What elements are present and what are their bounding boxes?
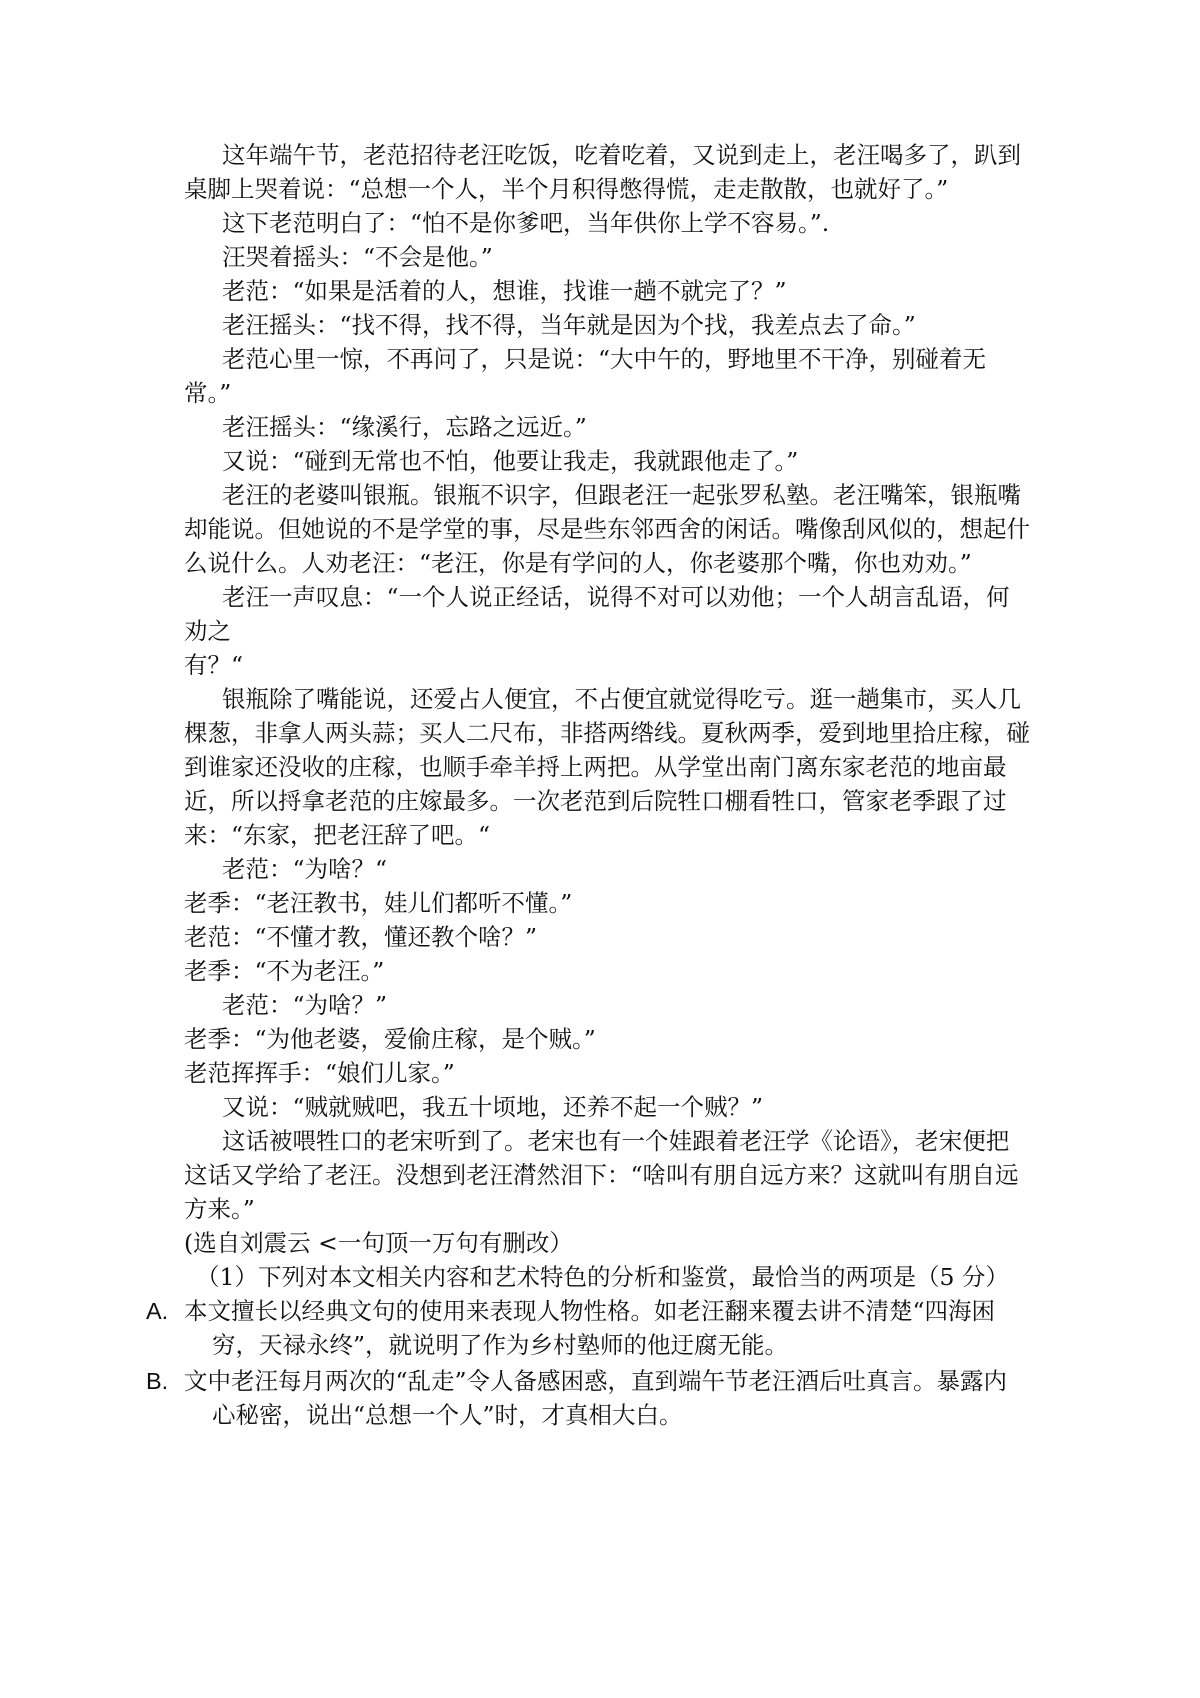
passage-line: 老范：“为啥？” [222, 991, 388, 1019]
passage-line: 劝之 [184, 617, 231, 645]
source-citation: (选自刘震云 <一句顶一万句有删改） [184, 1229, 573, 1257]
passage-line: 棵葱，非拿人两头蒜；买人二尺布，非搭两绺线。夏秋两季，爱到地里拾庄稼，碰 [184, 719, 1030, 747]
option-a-text: 本文擅长以经典文句的使用来表现人物性格。如老汪翻来覆去讲不清楚“四海困 [184, 1297, 996, 1325]
option-a-text: 穷，天禄永终”，就说明了作为乡村塾师的他迂腐无能。 [212, 1331, 789, 1359]
passage-line: 老季：“老汪教书，娃儿们都听不懂。” [184, 889, 573, 917]
passage-line: 这下老范明白了：“怕不是你爹吧，当年供你上学不容易。”. [222, 209, 830, 237]
option-b-text: 心秘密，说出“总想一个人”时，才真相大白。 [212, 1401, 683, 1429]
passage-line: 老范：“为啥？“ [222, 855, 388, 883]
passage-line: 老范：“不懂才教，懂还教个啥？” [184, 923, 538, 951]
passage-line: 老季：“为他老婆，爱偷庄稼，是个贼。” [184, 1025, 596, 1053]
passage-line: 么说什么。人劝老汪：“老汪，你是有学问的人，你老婆那个嘴，你也劝劝。” [184, 549, 972, 577]
passage-line: 到谁家还没收的庄稼，也顺手牵羊捋上两把。从学堂出南门离东家老范的地亩最 [184, 753, 1007, 781]
passage-line: 老范：“如果是活着的人，想谁，找谁一趟不就完了？” [222, 277, 787, 305]
question-stem: （1）下列对本文相关内容和艺术特色的分析和鉴赏，最恰当的两项是（5 分） [196, 1263, 1009, 1291]
passage-line: 老汪的老婆叫银瓶。银瓶不识字，但跟老汪一起张罗私塾。老汪嘴笨，银瓶嘴 [222, 481, 1021, 509]
passage-line: 老季：“不为老汪。” [184, 957, 385, 985]
option-b-label: B. [146, 1368, 169, 1394]
passage-line: 这年端午节，老范招待老汪吃饭，吃着吃着，又说到走上，老汪喝多了，趴到 [222, 141, 1021, 169]
option-b-text: 文中老汪每月两次的“乱走”令人备感困惑，直到端午节老汪酒后吐真言。暴露内 [184, 1367, 1008, 1395]
passage-line: 又说：“贼就贼吧，我五十顷地，还养不起一个贼？” [222, 1093, 764, 1121]
passage-line: 又说：“碰到无常也不怕，他要让我走，我就跟他走了。” [222, 447, 799, 475]
passage-line: 银瓶除了嘴能说，还爱占人便宜，不占便宜就觉得吃亏。逛一趟集市，买人几 [222, 685, 1021, 713]
passage-line: 老范挥挥手：“娘们儿家。” [184, 1059, 455, 1087]
passage-line: 老汪摇头：“缘溪行，忘路之远近。” [222, 413, 587, 441]
passage-line: 来：“东家，把老汪辞了吧。“ [184, 821, 491, 849]
passage-line: 老范心里一惊，不再问了，只是说：“大中午的，野地里不干净，别碰着无 [222, 345, 987, 373]
passage-line: 汪哭着摇头：“不会是他。” [222, 243, 493, 271]
passage-line: 近，所以捋拿老范的庄嫁最多。一次老范到后院牲口棚看牲口，管家老季跟了过 [184, 787, 1007, 815]
passage-line: 老汪摇头：“找不得，找不得，当年就是因为个找，我差点去了命。” [222, 311, 916, 339]
passage-line: 这话又学给了老汪。没想到老汪潸然泪下：“啥叫有朋自远方来？这就叫有朋自远 [184, 1161, 1019, 1189]
passage-line: 桌脚上哭着说：“总想一个人，半个月积得憋得慌，走走散散，也就好了。” [184, 175, 949, 203]
passage-line: 却能说。但她说的不是学堂的事，尽是些东邻西舍的闲话。嘴像刮风似的，想起什 [184, 515, 1030, 543]
passage-line: 这话被喂牲口的老宋听到了。老宋也有一个娃跟着老汪学《论语》，老宋便把 [222, 1127, 1010, 1155]
option-a-label: A. [146, 1298, 169, 1324]
passage-line: 有？“ [184, 651, 244, 679]
passage-line: 常。” [184, 379, 232, 407]
passage-line: 老汪一声叹息：“一个人说正经话，说得不对可以劝他；一个人胡言乱语，何 [222, 583, 1010, 611]
passage-line: 方来。” [184, 1195, 255, 1223]
